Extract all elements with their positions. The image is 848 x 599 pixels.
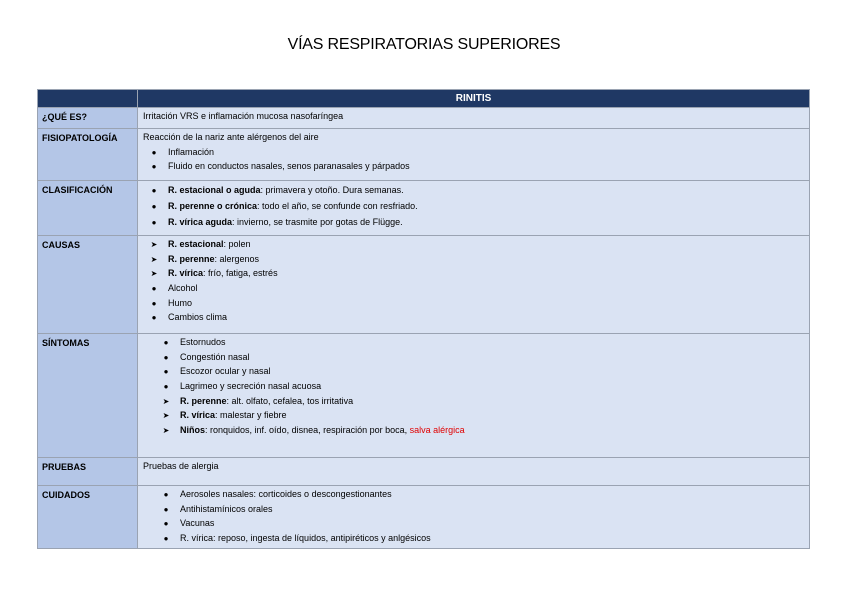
row-content	[138, 129, 810, 181]
arrow-icon: ➤	[150, 269, 158, 279]
arrow-icon: ➤	[162, 426, 170, 436]
row-text: Reacción de la nariz ante alérgenos del aire	[143, 132, 319, 142]
table-header-title: RINITIS	[138, 90, 810, 108]
arrow-list	[143, 239, 809, 283]
bullet-icon: ●	[163, 382, 169, 392]
bullet-icon: ●	[163, 367, 169, 377]
list-item: ➤ R. perenne: alt. olfato, cefalea, tos irritativa	[143, 396, 809, 411]
row-text: Irritación VRS e inflamación mucosa nasofaríngea	[143, 111, 344, 121]
row-content	[138, 486, 810, 549]
header-blank-cell	[38, 90, 138, 108]
list-item: ● Cambios clima	[143, 312, 809, 327]
list-item: ➤ R. perenne: alergenos	[143, 254, 809, 269]
list-item: ➤ R. vírica: malestar y fiebre	[143, 410, 809, 425]
row-fisiopatologia	[38, 129, 810, 181]
list-item: ● Vacunas	[143, 518, 809, 533]
bullet-list	[143, 283, 809, 327]
row-label: SÍNTOMAS	[38, 334, 138, 458]
row-label: ¿QUÉ ES?	[38, 108, 138, 129]
list-item: ● R. vírica aguda: invierno, se trasmite por gotas de Flügge.	[143, 217, 809, 233]
rinitis-table	[37, 89, 810, 549]
list-item: ● Aerosoles nasales: corticoides o descongestionantes	[143, 489, 809, 504]
list-item: ● Lagrimeo y secreción nasal acuosa	[143, 381, 809, 396]
arrow-icon: ➤	[150, 254, 158, 264]
bullet-icon: ●	[163, 490, 169, 499]
row-pruebas	[38, 458, 810, 486]
arrow-list	[143, 396, 809, 440]
row-content	[138, 458, 810, 486]
table-header-row	[38, 90, 810, 108]
list-item: ● Inflamación	[143, 147, 809, 162]
bullet-icon: ●	[151, 186, 157, 195]
row-content	[138, 108, 810, 129]
list-item: ➤ R. estacional: polen	[143, 239, 809, 254]
bullet-icon: ●	[163, 519, 169, 529]
bullet-icon: ●	[163, 338, 169, 347]
list-item: ● R. estacional o aguda: primavera y otoño. Dura semanas.	[143, 185, 809, 201]
row-content	[138, 334, 810, 458]
row-label: CLASIFICACIÓN	[38, 181, 138, 236]
row-sintomas	[38, 334, 810, 458]
row-content	[138, 181, 810, 236]
bullet-list	[143, 184, 809, 233]
row-que-es	[38, 108, 810, 129]
row-label: CAUSAS	[38, 236, 138, 334]
row-label: PRUEBAS	[38, 458, 138, 486]
list-item: ● Humo	[143, 298, 809, 313]
list-item: ● Estornudos	[143, 337, 809, 352]
bullet-list	[143, 337, 809, 396]
arrow-icon: ➤	[162, 396, 170, 406]
bullet-icon: ●	[163, 534, 169, 544]
bullet-icon: ●	[151, 202, 157, 211]
list-item: ● Antihistamínicos orales	[143, 504, 809, 519]
list-item: ● Fluido en conductos nasales, senos paranasales y párpados	[143, 161, 809, 176]
row-label: CUIDADOS	[38, 486, 138, 549]
row-causas	[38, 236, 810, 334]
bullet-icon: ●	[163, 504, 169, 514]
bullet-icon: ●	[151, 218, 157, 227]
highlight-text: salva alérgica	[409, 425, 465, 436]
row-clasificacion	[38, 181, 810, 236]
arrow-icon: ➤	[150, 240, 158, 249]
bullet-icon: ●	[151, 298, 157, 308]
bullet-list	[143, 489, 809, 548]
page-title: VÍAS RESPIRATORIAS SUPERIORES	[287, 36, 561, 53]
list-item: ● Escozor ocular y nasal	[143, 366, 809, 381]
row-content	[138, 236, 810, 334]
bullet-icon: ●	[151, 162, 157, 172]
list-item: ● Alcohol	[143, 283, 809, 298]
list-item: ● R. vírica: reposo, ingesta de líquidos, antipiréticos y anlgésicos	[143, 533, 809, 548]
list-item: ● R. perenne o crónica: todo el año, se confunde con resfriado.	[143, 201, 809, 217]
list-item: ➤ Niños: ronquidos, inf. oído, disnea, respiración por boca, salva alérgica	[143, 425, 809, 440]
bullet-icon: ●	[151, 284, 157, 294]
bullet-list	[143, 147, 809, 176]
list-item: ● Congestión nasal	[143, 352, 809, 367]
row-text: Pruebas de alergia	[143, 461, 219, 471]
bullet-icon: ●	[151, 147, 157, 157]
arrow-icon: ➤	[162, 411, 170, 421]
bullet-icon: ●	[151, 313, 157, 323]
bullet-icon: ●	[163, 352, 169, 362]
row-label: FISIOPATOLOGÍA	[38, 129, 138, 181]
row-cuidados	[38, 486, 810, 549]
list-item: ➤ R. vírica: frío, fatiga, estrés	[143, 268, 809, 283]
